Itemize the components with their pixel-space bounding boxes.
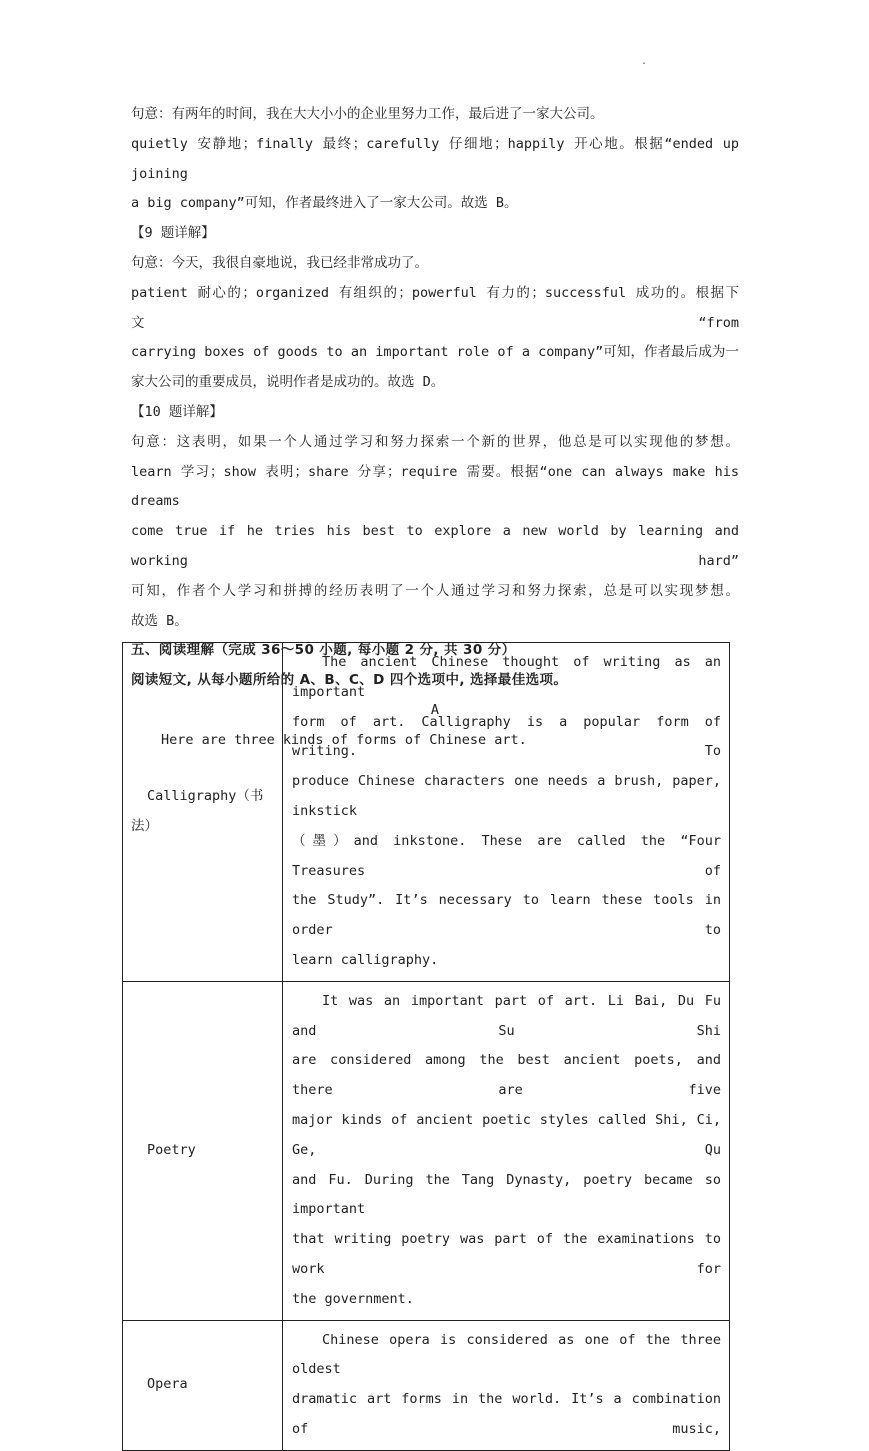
vocab-options-10: learn 学习；show 表明；share 分享；require 需要。根据“one can always make his dreams [131, 463, 739, 510]
desc-line: The ancient Chinese thought of writing as an important [292, 654, 721, 700]
sentence-meaning-9: 句意：今天，我很自豪地说，我已经非常成功了。 [131, 254, 428, 271]
desc-line: are considered among the best ancient poets, and there are five [292, 1052, 721, 1099]
heading-q10: 【10 题详解】 [131, 403, 223, 420]
desc-line: produce Chinese characters one needs a brush, paper, inkstick [292, 773, 721, 819]
section-title: 五、阅读理解（完成 36～50 小题, 每小题 2 分, 共 30 分） [131, 642, 516, 659]
instruction: 阅读短文, 从每小题所给的 A、B、C、D 四个选项中, 选择最佳选项。 [131, 672, 568, 689]
passage-intro: Here are three kinds of forms of Chinese art. [161, 731, 527, 748]
desc-line: It was an important part of art. Li Bai, Du Fu and Su Shi [292, 992, 721, 1039]
explanation-10-a: come true if he tries his best to explore a new world by learning and working hard” [131, 523, 739, 569]
row-label-line: Poetry [147, 1141, 196, 1158]
desc-line: （墨）and inkstone. These are called the “Four Treasures of [292, 832, 721, 879]
vocab-options-9: patient 耐心的；organized 有组织的；powerful 有力的；successful 成功的。根据下文“from [131, 284, 739, 331]
explanation-8: a big company”可知，作者最终进入了一家大公司。故选 B。 [131, 195, 518, 212]
vocab-options-8: quietly 安静地；finally 最终；carefully 仔细地；happily 开心地。根据“ended up joining [131, 135, 739, 182]
table-row [123, 643, 730, 982]
explanation-10-b: 可知，作者个人学习和拼搏的经历表明了一个人通过学习和努力探索，总是可以实现梦想。 [131, 582, 739, 599]
row-description [283, 1320, 730, 1450]
table-row [123, 981, 730, 1320]
row-description [283, 643, 730, 982]
page-marker: . [641, 56, 648, 67]
art-forms-table [122, 642, 730, 1451]
row-description [283, 981, 730, 1320]
desc-line: Chinese opera is considered as one of the three oldest [292, 1331, 721, 1378]
row-label-line: 法） [131, 817, 158, 834]
desc-line: learn calligraphy. [292, 951, 439, 968]
desc-line: major kinds of ancient poetic styles called Shi, Ci, Ge, Qu [292, 1111, 721, 1158]
explanation-9-a: carrying boxes of goods to an important role of a company”可知，作者最后成为一 [131, 344, 739, 361]
passage-label: A [430, 701, 440, 718]
explanation-10-c: 故选 B。 [131, 612, 188, 629]
desc-line: form of art. Calligraphy is a popular form of writing. To [292, 713, 721, 760]
row-label [123, 643, 283, 982]
desc-line: dramatic art forms in the world. It’s a combination of music, [292, 1391, 721, 1437]
row-label [123, 981, 283, 1320]
row-label-line: Opera [147, 1376, 188, 1393]
desc-line: the Study”. It’s necessary to learn these tools in order to [292, 892, 721, 939]
table-row [123, 1320, 730, 1450]
desc-line: the government. [292, 1290, 414, 1307]
sentence-meaning-8: 句意：有两年的时间，我在大大小小的企业里努力工作，最后进了一家大公司。 [131, 106, 604, 122]
desc-line: and Fu. During the Tang Dynasty, poetry became so important [292, 1171, 721, 1218]
row-label [123, 1320, 283, 1450]
heading-q9: 【9 题详解】 [131, 225, 215, 242]
explanation-9-b: 家大公司的重要成员，说明作者是成功的。故选 D。 [131, 374, 445, 391]
row-label-line: Calligraphy（书 [147, 788, 264, 805]
sentence-meaning-10: 句意：这表明，如果一个人通过学习和努力探索一个新的世界，他总是可以实现他的梦想。 [131, 433, 739, 450]
desc-line: that writing poetry was part of the examinations to work for [292, 1231, 721, 1277]
